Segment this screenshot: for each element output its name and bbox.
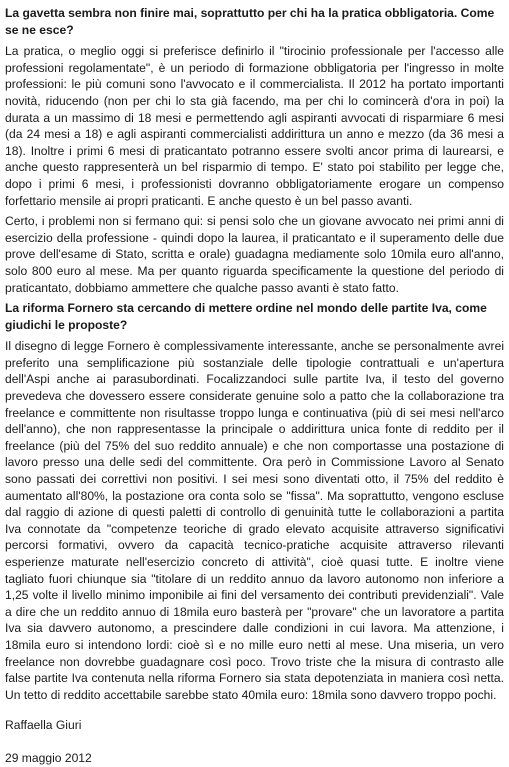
article: [5, 5, 504, 767]
interview-question-2: La riforma Fornero sta cercando di mettere ordine nel mondo delle partite Iva, come giudichi le proposte?: [5, 301, 487, 332]
answer-2-paragraph-1: Il disegno di legge Fornero è complessivamente interessante, anche se personalmente avrei preferito una semplificazione più sostanziale delle tipologie contrattuali e un'apertura dell'Aspi anche ai parasubordinati. Focalizzandoci sulle partite Iva, il testo del governo prevedeva che dovessero essere considerate genuine solo a patto che la collaborazione tra freelance e committente non risultasse troppo lunga e continuativa (più di sei mesi nell'arco dell'anno), che non rappresentasse la principale o addirittura unica fonte di reddito per il freelance (più del 75% del suo reddito annuale) e che non comportasse una postazione di lavoro presso una delle sedi del committente. Ora però in Commissione Lavoro al Senato sono passati dei correttivi non positivi. I sei mesi sono diventati otto, il 75% del reddito è aumentato all'80%, la postazione ora conta solo se "fissa". Ma soprattutto, vengono escluse dal raggio di azione di questi paletti di controllo di genuinità tutte le collaborazioni a partita Iva connotate da "competenze teoriche di grado elevato acquisite attraverso significativi percorsi formativi, ovvero da capacità tecnico-pratiche acquisite attraverso rilevanti esperienze maturate nell'esercizio concreto di attività", cioè quasi tutte. E inoltre viene tagliato fuori chiunque sia "titolare di un reddito annuo da lavoro autonomo non inferiore a 1,25 volte il livello minimo imponibile ai fini del versamento dei contributi previdenziali". Vale a dire che un reddito annuo di 18mila euro basterà per "provare" che un lavoratore a partita Iva sia davvero autonomo, a prescindere dalle condizioni in cui lavora. Ma attenzione, i 18mila euro si intendono lordi: cioè sì e no mille euro netti al mese. Una miseria, un vero freelance non dovrebbe guadagnare così poco. Trovo triste che la misura di contrasto alle false partite Iva contenuta nella riforma Fornero sia stata depotenziata in maniera così netta. Un tetto di reddito accettabile sarebbe stato 40mila euro: 18mila sono davvero troppo pochi.: [5, 339, 504, 702]
interview-question-1: La gavetta sembra non finire mai, soprattutto per chi ha la pratica obbligatoria. Come se ne esce?: [5, 6, 495, 37]
answer-1-paragraph-2: Certo, i problemi non si fermano qui: si pensi solo che un giovane avvocato nei primi anni di esercizio della professione - quindi dopo la laurea, il praticantato e il superamento delle due prove dell'esame di Stato, scritta e orale) guadagna mediamente solo 10mila euro all'anno, solo 800 euro al mese. Ma per quanto riguarda specificamente la questione del periodo di praticantato, dobbiamo ammettere che qualche passo avanti è stato fatto.: [5, 214, 504, 295]
answer-1-paragraph-1: La pratica, o meglio oggi si preferisce definirlo il "tirocinio professionale per l'accesso alle professioni regolamentate", è un periodo di formazione obbligatoria per l'ingresso in molte professioni: le più comuni sono l'avvocato e il commercialista. Il 2012 ha portato importanti novità, riducendo (non per chi lo sta già facendo, ma per chi lo comincerà d'ora in poi) la durata a un massimo di 18 mesi e permettendo agli aspiranti avvocati di risparmiare 6 mesi (da 24 mesi a 18) e agli aspiranti commercialisti addirittura un anno e mezzo (da 36 mesi a 18). Inoltre i primi 6 mesi di praticantato potranno essere svolti ancor prima di laurearsi, e anche questo rappresenterà un bel risparmio di tempo. E' stato poi stabilito per legge che, dopo i primi 6 mesi, i professionisti dovranno obbligatoriamente erogare un compenso forfettario mensile ai propri praticanti. E anche questo è un bel passo avanti.: [5, 44, 504, 208]
author-name: Raffaella Giuri: [5, 718, 82, 733]
publication-date: 29 maggio 2012: [5, 750, 92, 765]
